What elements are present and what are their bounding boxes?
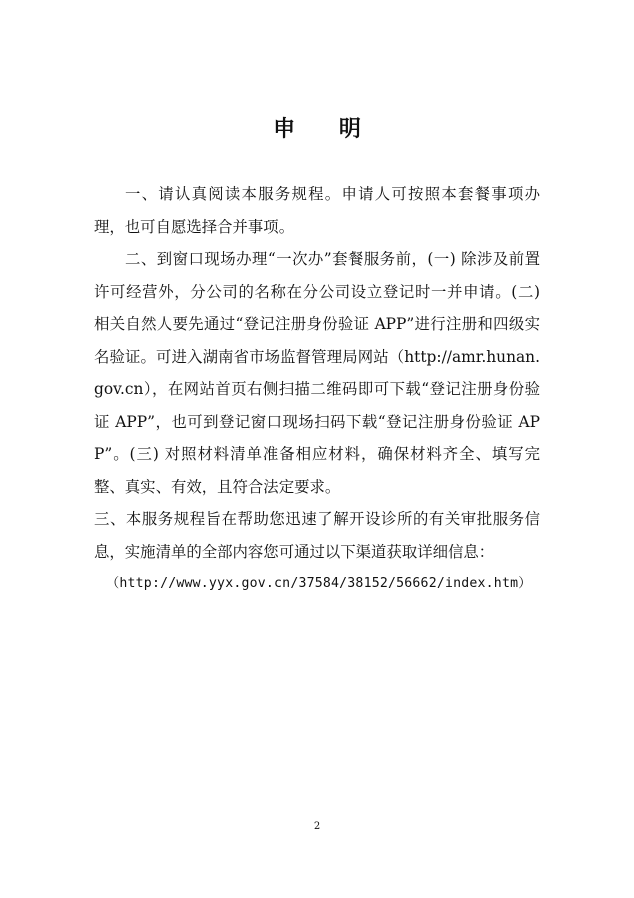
paragraph-3: 三、本服务规程旨在帮助您迅速了解开设诊所的有关审批服务信息，实施清单的全部内容您可通过以下渠道获取详细信息： bbox=[94, 510, 540, 561]
paragraph-2: 二、到窗口现场办理“一次办”套餐服务前，(一) 除涉及前置许可经营外，分公司的名称在分公司设立登记时一并申请。(二) 相关自然人要先通过“登记注册身份验证 APP”进行注册和四级实名验证。可进入湖南省市场监督管理局网站（http://amr.hunan.gov.cn），在网站首页右侧扫描二维码即可下载“登记注册身份验证 APP”，也可到登记窗口现场扫码下载“登记注册身份验证 APP”。(三) 对照材料清单准备相应材料，确保材料齐全、填写完整、真实、有效，且符合法定要求。 bbox=[94, 250, 540, 496]
document-body bbox=[94, 178, 540, 601]
paragraph-1: 一、请认真阅读本服务规程。申请人可按照本套餐事项办理，也可自愿选择合并事项。 bbox=[94, 185, 540, 236]
reference-url: （http://www.yyx.gov.cn/37584/38152/56662/index.htm） bbox=[106, 576, 532, 591]
page-title: 申 明 bbox=[273, 117, 379, 142]
page-number: 2 bbox=[313, 821, 321, 832]
